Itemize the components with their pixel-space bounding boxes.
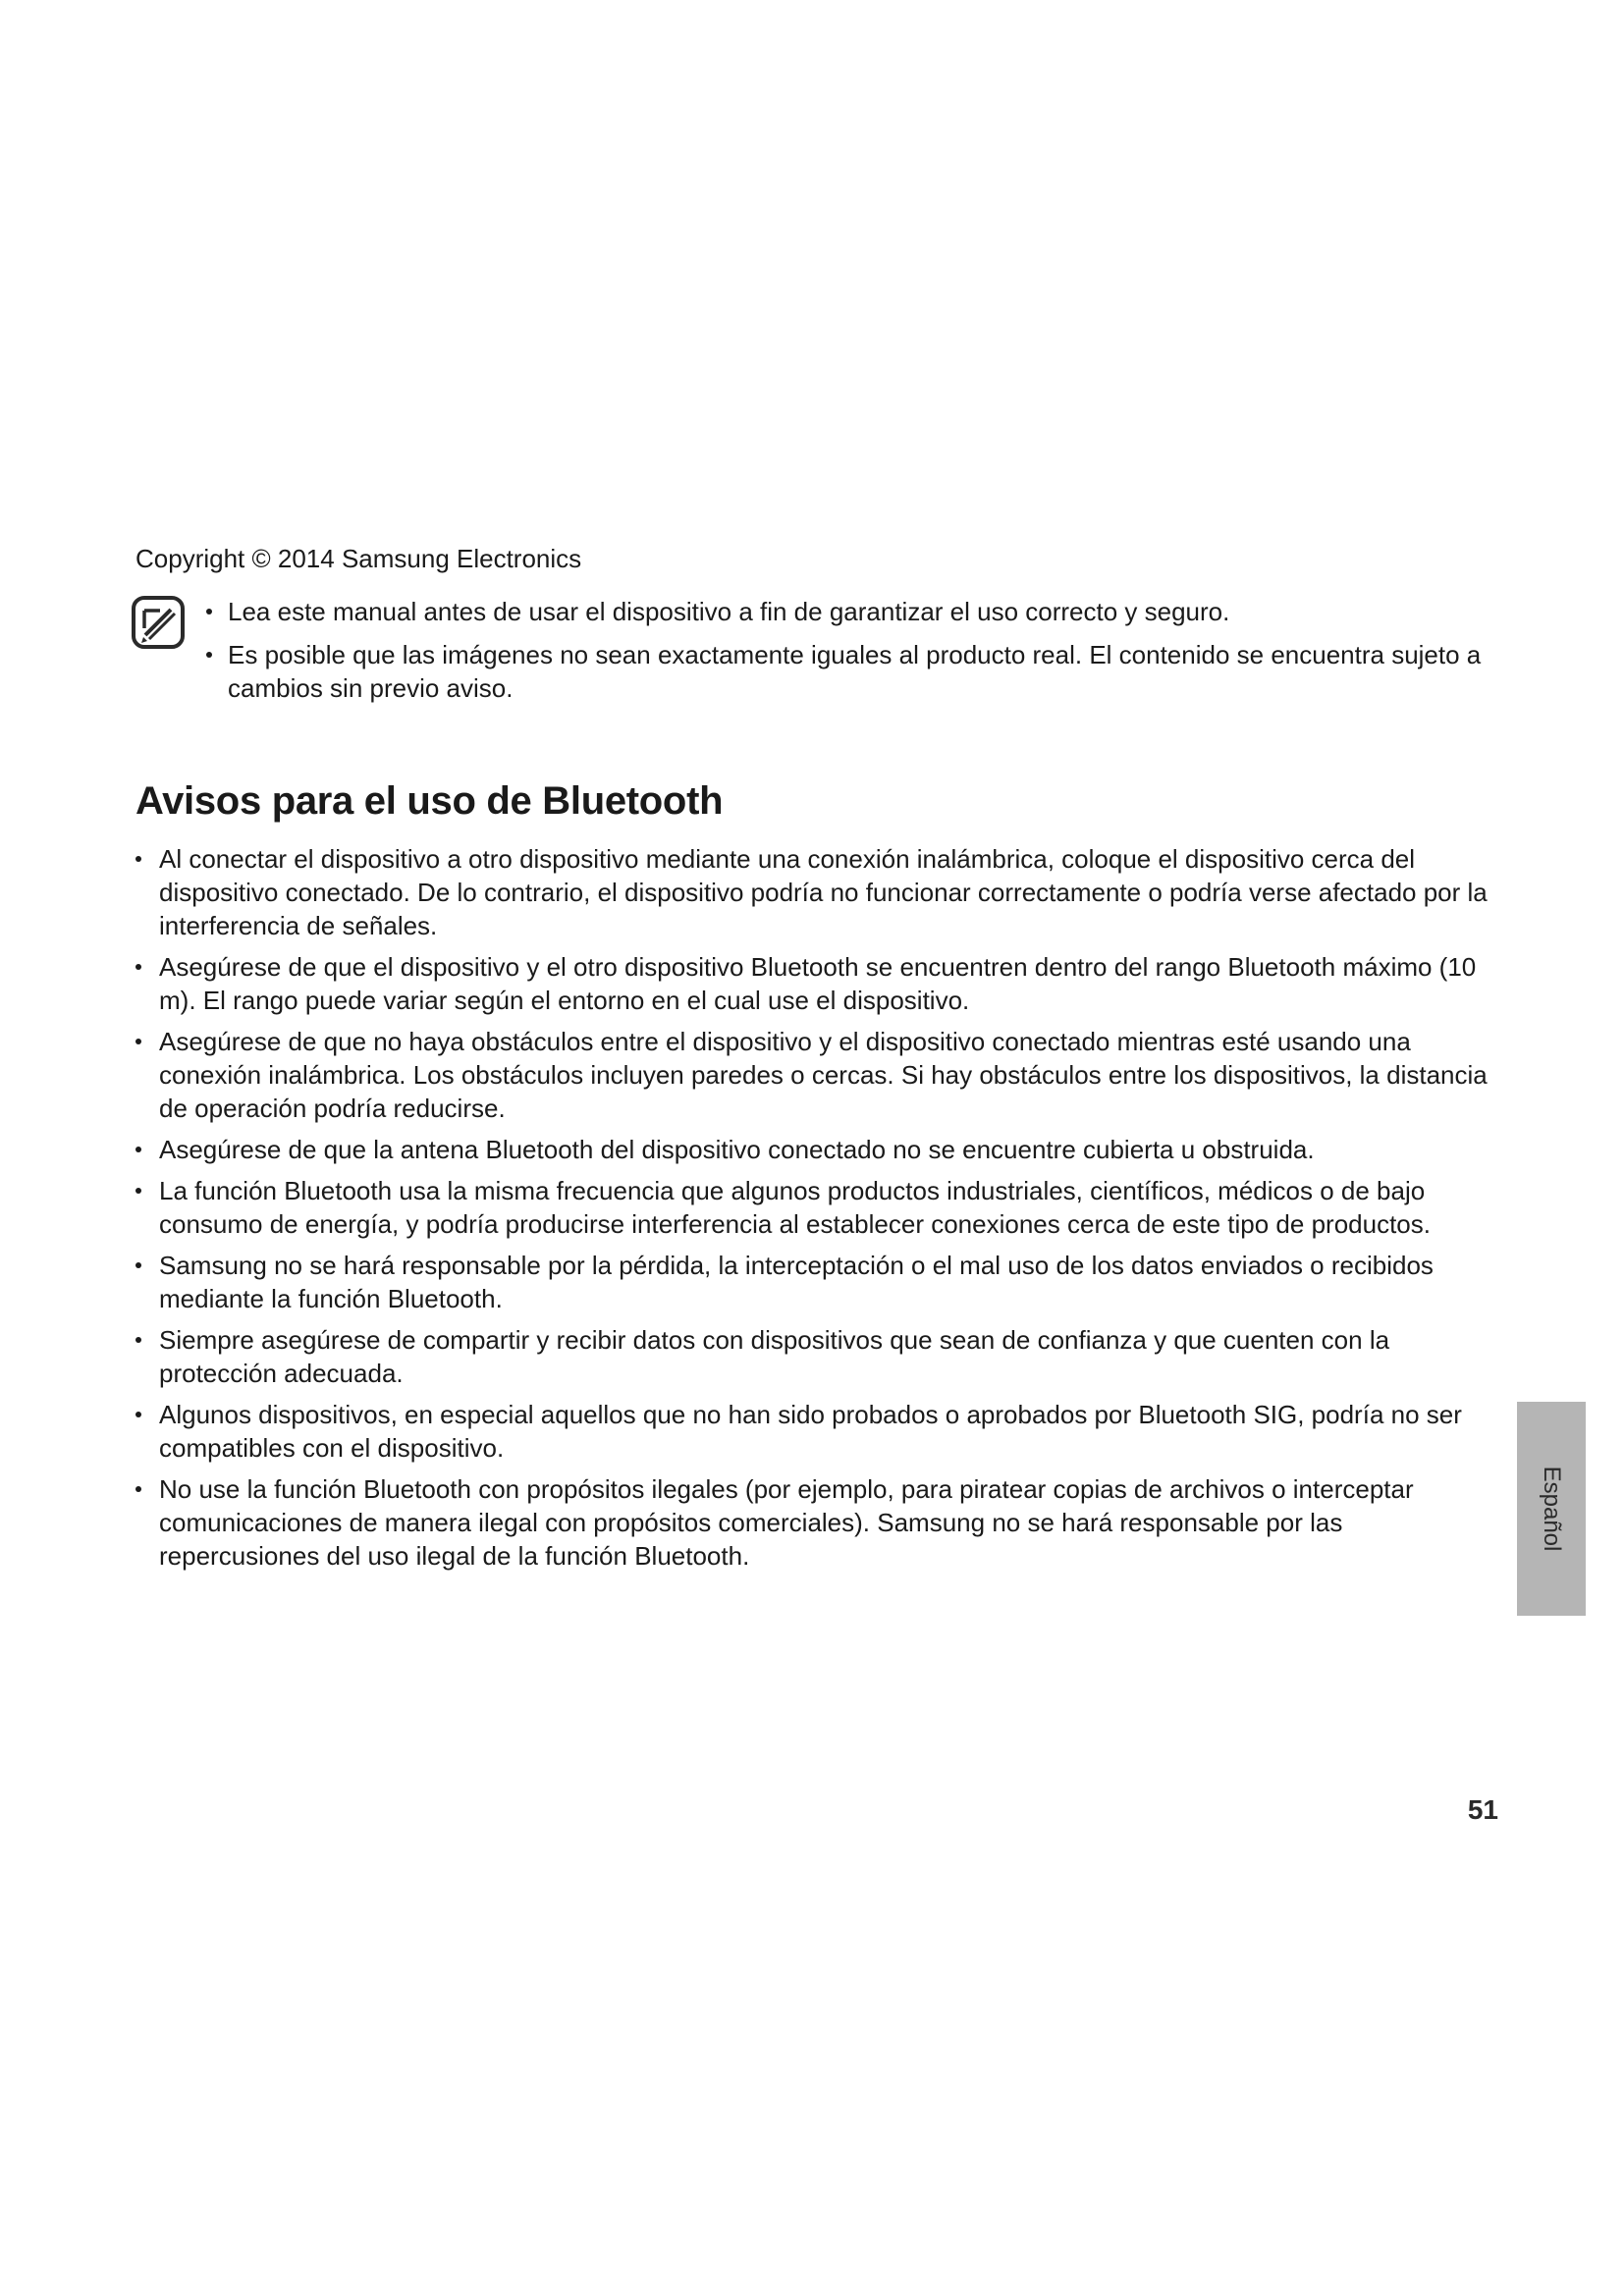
list-item: Siempre asegúrese de compartir y recibir datos con dispositivos que sean de confianza y que cuenten con la protección adecuada. [132, 1323, 1506, 1390]
list-item: Al conectar el dispositivo a otro dispositivo mediante una conexión inalámbrica, coloque el dispositivo cerca del dispositivo conectado. De lo contrario, el dispositivo podría no funcionar correctamente o podría verse afectado por la interferencia de señales. [132, 842, 1506, 942]
list-item: Asegúrese de que el dispositivo y el otro dispositivo Bluetooth se encuentren dentro del rango Bluetooth máximo (10 m). El rango puede variar según el entorno en el cual use el dispositivo. [132, 950, 1506, 1017]
bluetooth-notice-list [132, 842, 1506, 1580]
section-heading: Avisos para el uso de Bluetooth [135, 779, 724, 823]
copyright-notice: Copyright © 2014 Samsung Electronics [135, 544, 582, 573]
list-item: Asegúrese de que la antena Bluetooth del dispositivo conectado no se encuentre cubierta u obstruida. [132, 1133, 1506, 1166]
list-item: Algunos dispositivos, en especial aquellos que no han sido probados o aprobados por Bluetooth SIG, podría no ser compatibles con el dispositivo. [132, 1398, 1506, 1465]
note-pencil-icon [131, 595, 186, 650]
note-item: Es posible que las imágenes no sean exactamente iguales al producto real. El contenido se encuentra sujeto a cambios sin previo aviso. [202, 638, 1508, 705]
language-side-tab [1517, 1402, 1586, 1616]
page-number: 51 [1467, 1794, 1498, 1825]
list-item: Asegúrese de que no haya obstáculos entre el dispositivo y el dispositivo conectado mientras esté usando una conexión inalámbrica. Los obstáculos incluyen paredes o cercas. Si hay obstáculos entre los dispositivos, la distancia de operación podría reducirse. [132, 1025, 1506, 1125]
note-list [202, 595, 1508, 715]
language-label: Español [1539, 1466, 1565, 1552]
list-item: La función Bluetooth usa la misma frecuencia que algunos productos industriales, científicos, médicos o de bajo consumo de energía, y podría producirse interferencia al establecer conexiones cerca de este tipo de productos. [132, 1174, 1506, 1241]
note-item: Lea este manual antes de usar el dispositivo a fin de garantizar el uso correcto y seguro. [202, 595, 1508, 628]
list-item: No use la función Bluetooth con propósitos ilegales (por ejemplo, para piratear copias de archivos o interceptar comunicaciones de manera ilegal con propósitos comerciales). Samsung no se hará responsable por las repercusiones del uso ilegal de la función Bluetooth. [132, 1472, 1506, 1573]
list-item: Samsung no se hará responsable por la pérdida, la interceptación o el mal uso de los datos enviados o recibidos mediante la función Bluetooth. [132, 1249, 1506, 1315]
